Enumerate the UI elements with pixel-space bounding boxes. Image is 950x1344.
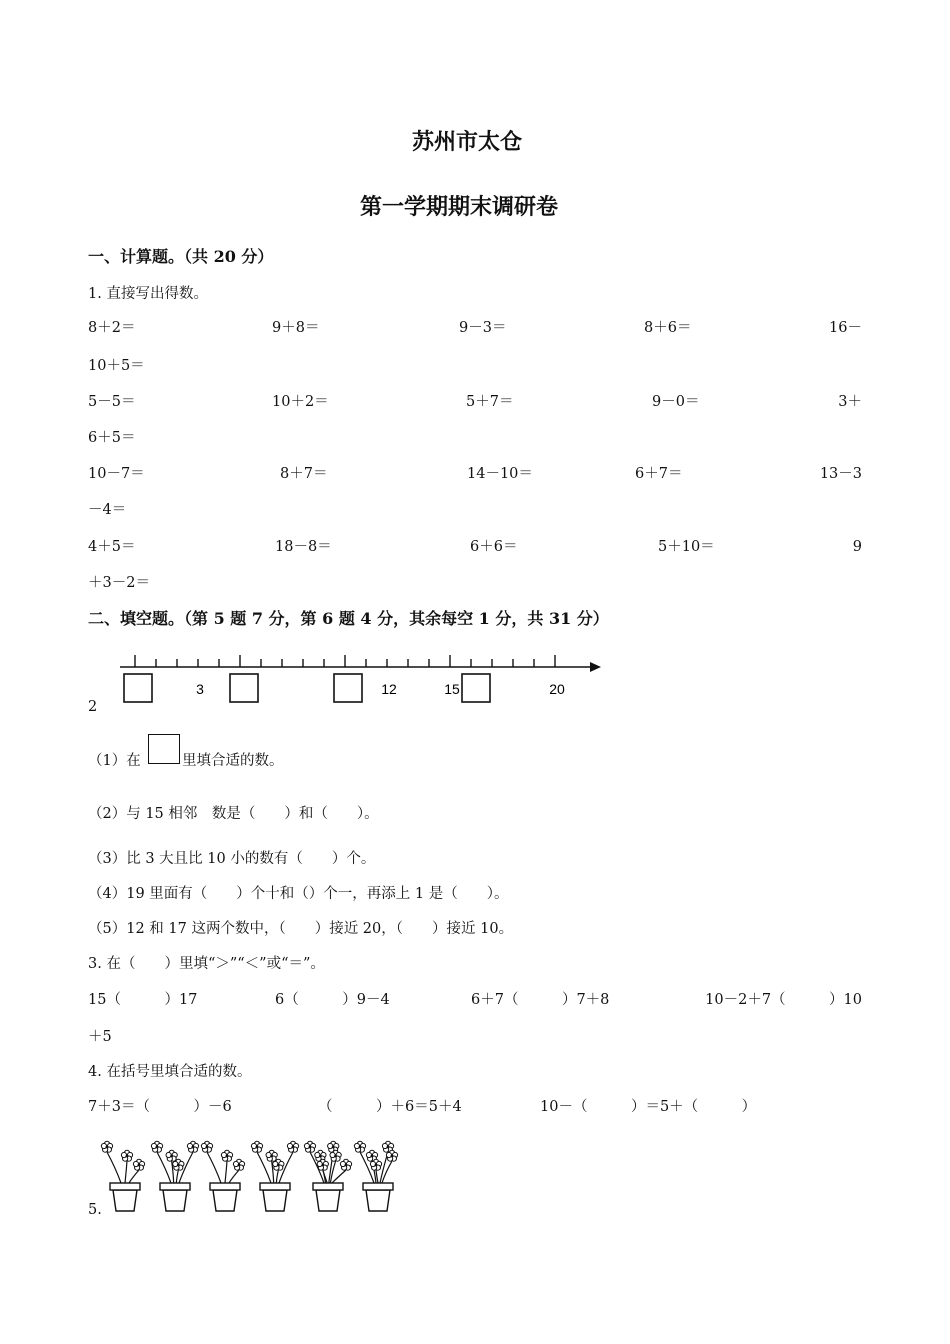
- flower-pot: [354, 1141, 397, 1211]
- pot-rim: [160, 1183, 190, 1190]
- compare-item: 15（ ）17: [88, 992, 198, 1008]
- calc-item-cont: －4＝: [88, 502, 127, 518]
- flower-icon: [340, 1159, 351, 1170]
- q1-label: 1. 直接写出得数。: [88, 286, 208, 302]
- calc-item: 10＋2＝: [272, 394, 329, 410]
- flower-pot: [251, 1141, 298, 1211]
- calc-item: 3＋: [838, 394, 862, 410]
- flower-stem: [107, 1152, 121, 1183]
- q2-sub3: （3）比 3 大且比 10 小的数有（ ）个。: [88, 851, 376, 867]
- calc-item-cont: 6＋5＝: [88, 430, 136, 446]
- q2-sub5: （5）12 和 17 这两个数中，（ ）接近 20，（ ）接近 10。: [88, 921, 514, 937]
- flower-icon: [201, 1141, 212, 1152]
- flower-icon: [233, 1159, 244, 1170]
- section2-heading: 二、填空题。（第 5 题 7 分，第 6 题 4 分，其余每空 1 分，共 31 分）: [88, 609, 609, 628]
- pot-body: [213, 1190, 237, 1211]
- calc-item: 9＋8＝: [272, 320, 320, 336]
- calc-item: 5＋10＝: [658, 539, 715, 555]
- q2-sub4: （4）19 里面有（ ）个十和（）个一，再添上 1 是（ ）。: [88, 886, 509, 902]
- tick-label: 20: [549, 681, 565, 697]
- flower-stem: [176, 1170, 178, 1183]
- q4-label: 4. 在括号里填合适的数。: [88, 1064, 252, 1080]
- flower-icon: [251, 1141, 262, 1152]
- calc-item: 13－3: [819, 466, 862, 482]
- q2-sub1-before: （1）在: [88, 753, 141, 769]
- flower-icon: [133, 1159, 144, 1170]
- tick-label: 12: [381, 681, 397, 697]
- flower-pot: [101, 1141, 144, 1211]
- pot-body: [163, 1190, 187, 1211]
- fill-item: 7＋3＝（ ）－6: [88, 1099, 232, 1115]
- flower-pot: [151, 1141, 198, 1211]
- fill-item: 10－（ ）＝5＋（ ）: [540, 1099, 757, 1115]
- calc-item: 5－5＝: [88, 394, 136, 410]
- flower-stem: [207, 1152, 221, 1183]
- flower-stem: [332, 1170, 346, 1183]
- fill-item: （ ）＋6＝5＋4: [318, 1099, 462, 1115]
- q2-sub2: （2）与 15 相邻 数是（ ）和（ ）。: [88, 806, 379, 822]
- calc-item: 6＋6＝: [470, 539, 518, 555]
- flower-icon: [187, 1141, 198, 1152]
- pot-body: [366, 1190, 390, 1211]
- pot-rim: [363, 1183, 393, 1190]
- flower-stem: [229, 1170, 239, 1183]
- calc-item: 6＋7＝: [635, 466, 683, 482]
- calc-item-cont: 10＋5＝: [88, 358, 145, 374]
- calc-item: 9: [852, 539, 862, 555]
- calc-item: 5＋7＝: [466, 394, 514, 410]
- tick-label: 3: [196, 681, 204, 697]
- calc-item: 14－10＝: [467, 466, 533, 482]
- answer-box: [334, 674, 362, 702]
- page-subtitle: 第一学期期末调研卷: [360, 194, 559, 220]
- pot-body: [263, 1190, 287, 1211]
- flower-stem: [129, 1170, 139, 1183]
- calc-item: 9－0＝: [652, 394, 700, 410]
- number-line: [110, 650, 610, 710]
- flower-pot: [304, 1141, 351, 1211]
- q2-number: 2: [88, 699, 98, 715]
- q2-sub1-after: 里填合适的数。: [182, 753, 284, 769]
- inline-answer-box: [148, 734, 180, 764]
- flower-icon: [304, 1141, 315, 1152]
- calc-item: 10－7＝: [88, 466, 145, 482]
- answer-box: [462, 674, 490, 702]
- flower-stem: [276, 1170, 278, 1183]
- flower-icon: [101, 1141, 112, 1152]
- q3-label: 3. 在（ ）里填“＞”“＜”或“＝”。: [88, 956, 325, 972]
- compare-item: 6＋7（ ）7＋8: [471, 992, 610, 1008]
- section1-heading: 一、计算题。（共 20 分）: [88, 247, 274, 266]
- flower-icon: [266, 1150, 277, 1161]
- pot-body: [316, 1190, 340, 1211]
- answer-box: [124, 674, 152, 702]
- compare-item-cont: ＋5: [88, 1029, 112, 1045]
- flower-pots-illustration: [103, 1135, 413, 1215]
- compare-item: 6（ ）9－4: [275, 992, 390, 1008]
- calc-item: 18－8＝: [275, 539, 332, 555]
- flower-icon: [151, 1141, 162, 1152]
- arrow-head-icon: [590, 662, 601, 672]
- calc-item: 8＋7＝: [280, 466, 328, 482]
- pot-rim: [210, 1183, 240, 1190]
- calc-item: 9－3＝: [459, 320, 507, 336]
- calc-item-cont: ＋3－2＝: [88, 575, 150, 591]
- pot-rim: [260, 1183, 290, 1190]
- flower-icon: [354, 1141, 365, 1152]
- compare-item: 10－2＋7（ ）10: [705, 992, 862, 1008]
- flower-stem: [382, 1161, 392, 1183]
- calc-item: 8＋6＝: [644, 320, 692, 336]
- pot-body: [113, 1190, 137, 1211]
- flower-icon: [221, 1150, 232, 1161]
- number-line-ticks: [135, 655, 555, 667]
- flower-icon: [121, 1150, 132, 1161]
- flower-stem: [225, 1161, 227, 1183]
- pot-rim: [313, 1183, 343, 1190]
- flower-stem: [125, 1161, 127, 1183]
- q5-number: 5.: [88, 1202, 102, 1218]
- calc-item: 4＋5＝: [88, 539, 136, 555]
- calc-item: 16－: [829, 320, 862, 336]
- flower-pot: [201, 1141, 244, 1211]
- answer-box: [230, 674, 258, 702]
- page-title: 苏州市太仓: [412, 129, 523, 155]
- tick-label: 15: [444, 681, 460, 697]
- flower-icon: [287, 1141, 298, 1152]
- flower-icon: [166, 1150, 177, 1161]
- pot-rim: [110, 1183, 140, 1190]
- calc-item: 8＋2＝: [88, 320, 136, 336]
